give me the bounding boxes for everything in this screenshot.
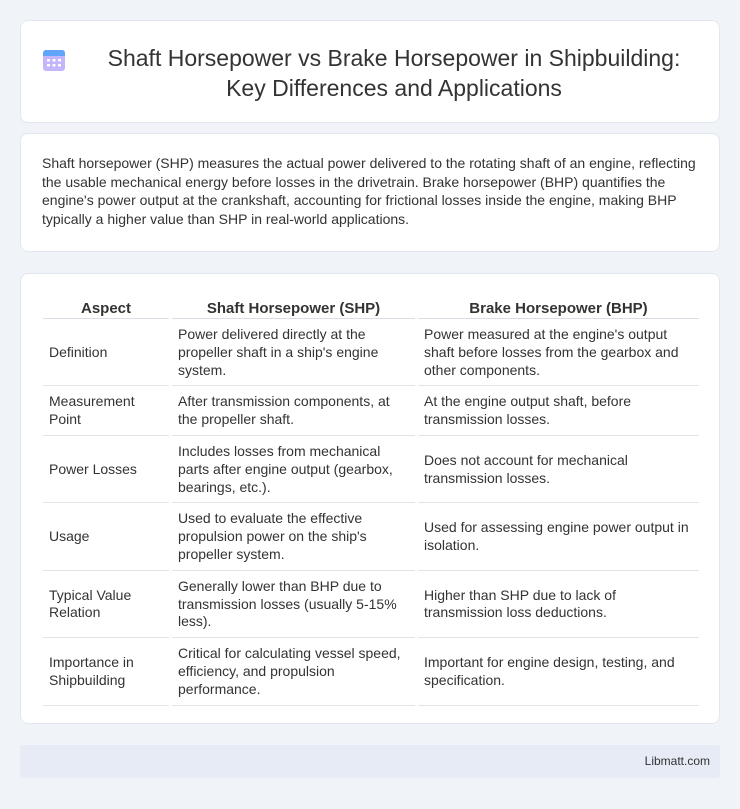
- intro-paragraph: Shaft horsepower (SHP) measures the actual power delivered to the rotating shaft of an engine, reflecting the usable mechanical energy before losses in the drivetrain. Brake horsepower (BHP) quantifies the engine's power output at the crankshaft, accounting for frictional losses inside the engine, making BHP typically a higher value than SHP in real-world applications.: [42, 155, 696, 227]
- table-row: [43, 386, 699, 436]
- intro-card: [20, 133, 720, 252]
- header-card: [20, 20, 720, 123]
- table-header-row: [43, 294, 699, 319]
- cell-bhp: Used for assessing engine power output in isolation.: [418, 503, 699, 570]
- cell-bhp: At the engine output shaft, before transmission losses.: [418, 386, 699, 436]
- table-row: [43, 319, 699, 386]
- cell-shp: Critical for calculating vessel speed, efficiency, and propulsion performance.: [172, 638, 415, 705]
- cell-aspect: Power Losses: [43, 436, 169, 503]
- cell-bhp: Power measured at the engine's output shaft before losses from the gearbox and other components.: [418, 319, 699, 386]
- cell-aspect: Typical Value Relation: [43, 571, 169, 638]
- cell-aspect: Usage: [43, 503, 169, 570]
- cell-shp: Generally lower than BHP due to transmission losses (usually 5-15% less).: [172, 571, 415, 638]
- table-row: [43, 571, 699, 638]
- cell-bhp: Does not account for mechanical transmission losses.: [418, 436, 699, 503]
- page-title: Shaft Horsepower vs Brake Horsepower in Shipbuilding: Key Differences and Applications: [107, 45, 681, 101]
- cell-shp: Includes losses from mechanical parts after engine output (gearbox, bearings, etc.).: [172, 436, 415, 503]
- calendar-icon: [41, 47, 67, 73]
- cell-aspect: Importance in Shipbuilding: [43, 638, 169, 705]
- comparison-table: [40, 294, 702, 706]
- footer-bar: [20, 745, 720, 778]
- header-aspect: Aspect: [43, 294, 169, 319]
- cell-shp: After transmission components, at the propeller shaft.: [172, 386, 415, 436]
- cell-shp: Power delivered directly at the propeller shaft in a ship's engine system.: [172, 319, 415, 386]
- comparison-card: [20, 273, 720, 724]
- table-row: [43, 638, 699, 705]
- cell-bhp: Important for engine design, testing, and specification.: [418, 638, 699, 705]
- header-bhp: Brake Horsepower (BHP): [418, 294, 699, 319]
- cell-aspect: Definition: [43, 319, 169, 386]
- cell-shp: Used to evaluate the effective propulsion power on the ship's propeller system.: [172, 503, 415, 570]
- cell-aspect: Measurement Point: [43, 386, 169, 436]
- cell-bhp: Higher than SHP due to lack of transmission loss deductions.: [418, 571, 699, 638]
- header-shp: Shaft Horsepower (SHP): [172, 294, 415, 319]
- footer-site-link[interactable]: Libmatt.com: [644, 754, 710, 768]
- table-row: [43, 503, 699, 570]
- table-row: [43, 436, 699, 503]
